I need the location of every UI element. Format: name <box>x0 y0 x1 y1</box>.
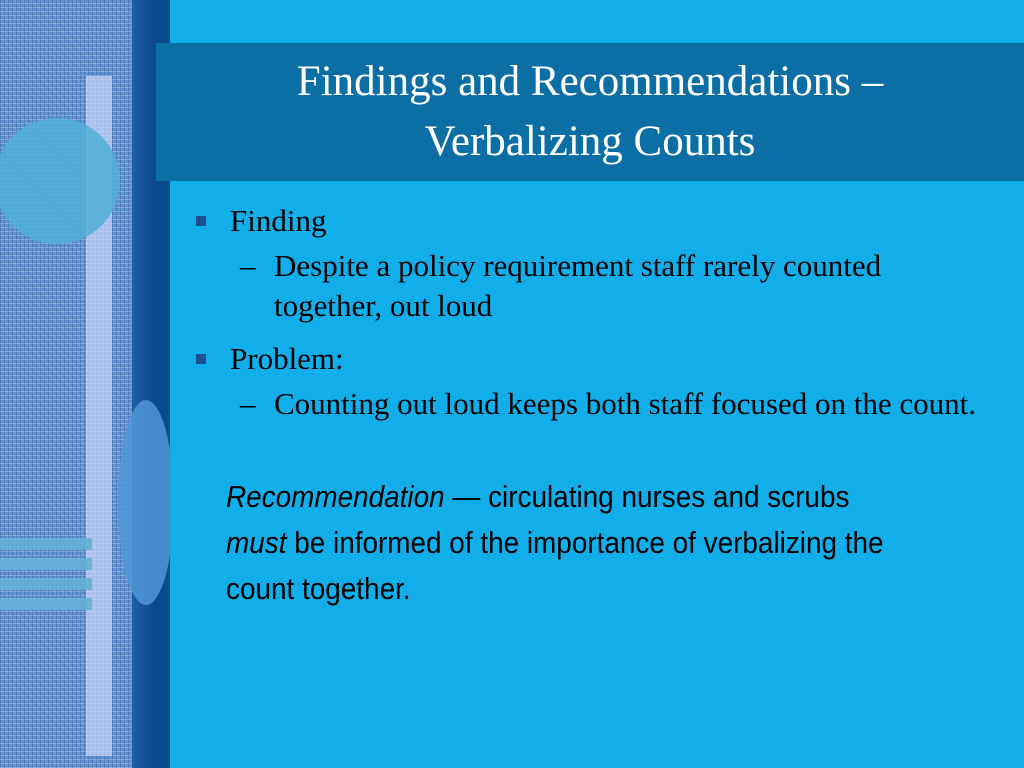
bullet-finding <box>190 200 990 242</box>
bullet-label: Finding <box>230 203 327 238</box>
bullet-problem <box>190 338 990 380</box>
sub-bullet-text: Counting out loud keeps both staff focused on the count. <box>274 386 976 421</box>
sub-bullet-text: Despite a policy requirement staff rarely counted together, out loud <box>274 248 882 323</box>
slide-title-line-2: Verbalizing Counts <box>424 118 756 165</box>
recommendation-paragraph <box>190 474 892 612</box>
recommendation-dash: — <box>444 479 489 514</box>
slide-title <box>156 52 1024 172</box>
square-bullet-icon <box>196 216 206 226</box>
decorative-side-strip <box>0 0 170 768</box>
slide-body <box>190 200 990 612</box>
bullet-label: Problem: <box>230 341 344 376</box>
title-bar <box>156 43 1024 181</box>
square-bullet-icon <box>196 354 206 364</box>
dash-bullet-icon: – <box>240 248 256 283</box>
recommendation-text-after: be informed of the importance of verbalizing the count together. <box>226 525 884 606</box>
recommendation-lead: Recommendation <box>226 479 445 514</box>
recommendation-emphasis: must <box>226 525 287 560</box>
sub-bullet-problem <box>190 384 990 424</box>
decorative-line <box>0 558 92 570</box>
recommendation-text-before: circulating nurses and scrubs <box>488 479 850 514</box>
sub-bullet-finding <box>190 246 990 326</box>
decorative-line <box>0 578 92 590</box>
decorative-line <box>0 538 92 550</box>
decorative-line <box>0 598 92 610</box>
dash-bullet-icon: – <box>240 386 256 421</box>
slide-title-line-1: Findings and Recommendations – <box>296 58 884 105</box>
decorative-oval <box>118 400 170 605</box>
